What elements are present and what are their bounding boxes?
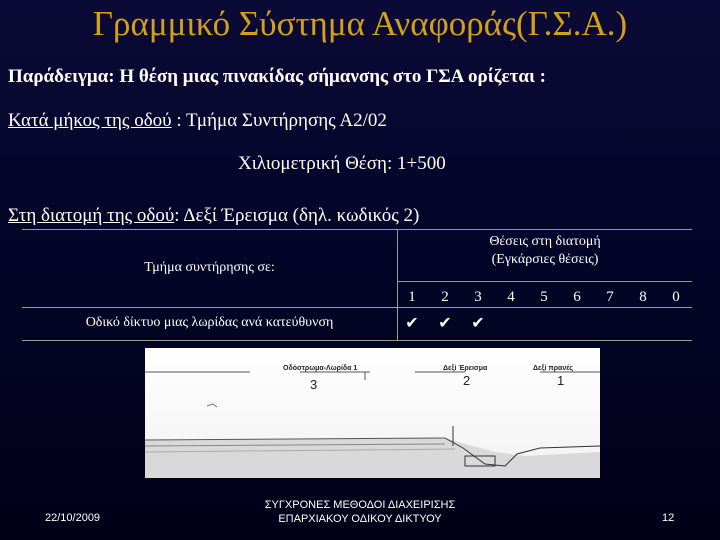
position-number: 4 <box>507 289 515 305</box>
photo-number-2: 2 <box>463 373 471 388</box>
position-table <box>22 229 692 341</box>
position-number: 3 <box>474 289 482 305</box>
table-right-header <box>398 233 692 269</box>
table-border-bottom <box>22 340 692 341</box>
position-number: 6 <box>573 289 581 305</box>
table-row-label: Οδικό δίκτυο μιας λωρίδας ανά κατεύθυνση <box>85 315 334 330</box>
example-text: Παράδειγμα: Η θέση μιας πινακίδας σήμανσης στο ΓΣΑ ορίζεται : <box>8 66 546 87</box>
longitudinal-line <box>8 110 387 132</box>
longitudinal-separator: : <box>171 110 187 131</box>
cross-section-label: Στη διατομή της οδού <box>8 205 175 226</box>
longitudinal-label: Κατά μήκος της οδού <box>8 110 172 131</box>
cross-section-value: : Δεξί Έρεισμα (δηλ. κωδικός 2) <box>174 205 420 226</box>
footer-course-title <box>220 498 500 526</box>
table-right-header-line2: (Εγκάρσιες θέσεις) <box>491 252 599 267</box>
table-right-header-line1: Θέσεις στη διατομή <box>489 234 601 249</box>
footer-course-line2: ΕΠΑΡΧΙΑΚΟΥ ΟΔΙΚΟΥ ΔΙΚΤΥΟΥ <box>278 513 442 525</box>
position-number: 0 <box>672 289 680 305</box>
table-border-row <box>22 307 692 308</box>
check-icon: ✔ <box>471 315 485 332</box>
position-number: 1 <box>408 289 416 305</box>
photo-label-lane: Οδόστρωμα-Λωρίδα 1 <box>283 365 358 372</box>
photo-label-slope: Δεξί πρανές <box>533 365 574 372</box>
footer-page-number: 12 <box>662 512 675 524</box>
position-number: 5 <box>540 289 548 305</box>
road-cross-section-photo <box>145 348 600 478</box>
photo-number-3: 3 <box>310 377 318 392</box>
position-number: 8 <box>639 289 647 305</box>
cross-section-line <box>8 205 419 227</box>
slide-title: Γραμμικό Σύστημα Αναφοράς(Γ.Σ.Α.) <box>92 4 628 43</box>
photo-label-shoulder: Δεξί Έρεισμα <box>443 365 488 372</box>
position-number: 7 <box>606 289 614 305</box>
photo-number-1: 1 <box>557 373 565 388</box>
road-cross-section-drawing <box>145 348 600 478</box>
table-border-mid <box>397 281 692 282</box>
position-number: 2 <box>441 289 449 305</box>
check-icon: ✔ <box>438 315 452 332</box>
footer-course-line1: ΣΥΓΧΡΟΝΕΣ ΜΕΘΟΔΟΙ ΔΙΑΧΕΙΡΙΣΗΣ <box>264 499 456 511</box>
footer-date: 22/10/2009 <box>45 512 101 524</box>
check-icon: ✔ <box>405 315 419 332</box>
table-left-header: Τμήμα συντήρησης σε: <box>144 260 275 275</box>
chainage-text: Χιλιομετρική Θέση: 1+500 <box>238 153 446 174</box>
longitudinal-value: Τμήμα Συντήρησης Α2/02 <box>186 110 387 131</box>
